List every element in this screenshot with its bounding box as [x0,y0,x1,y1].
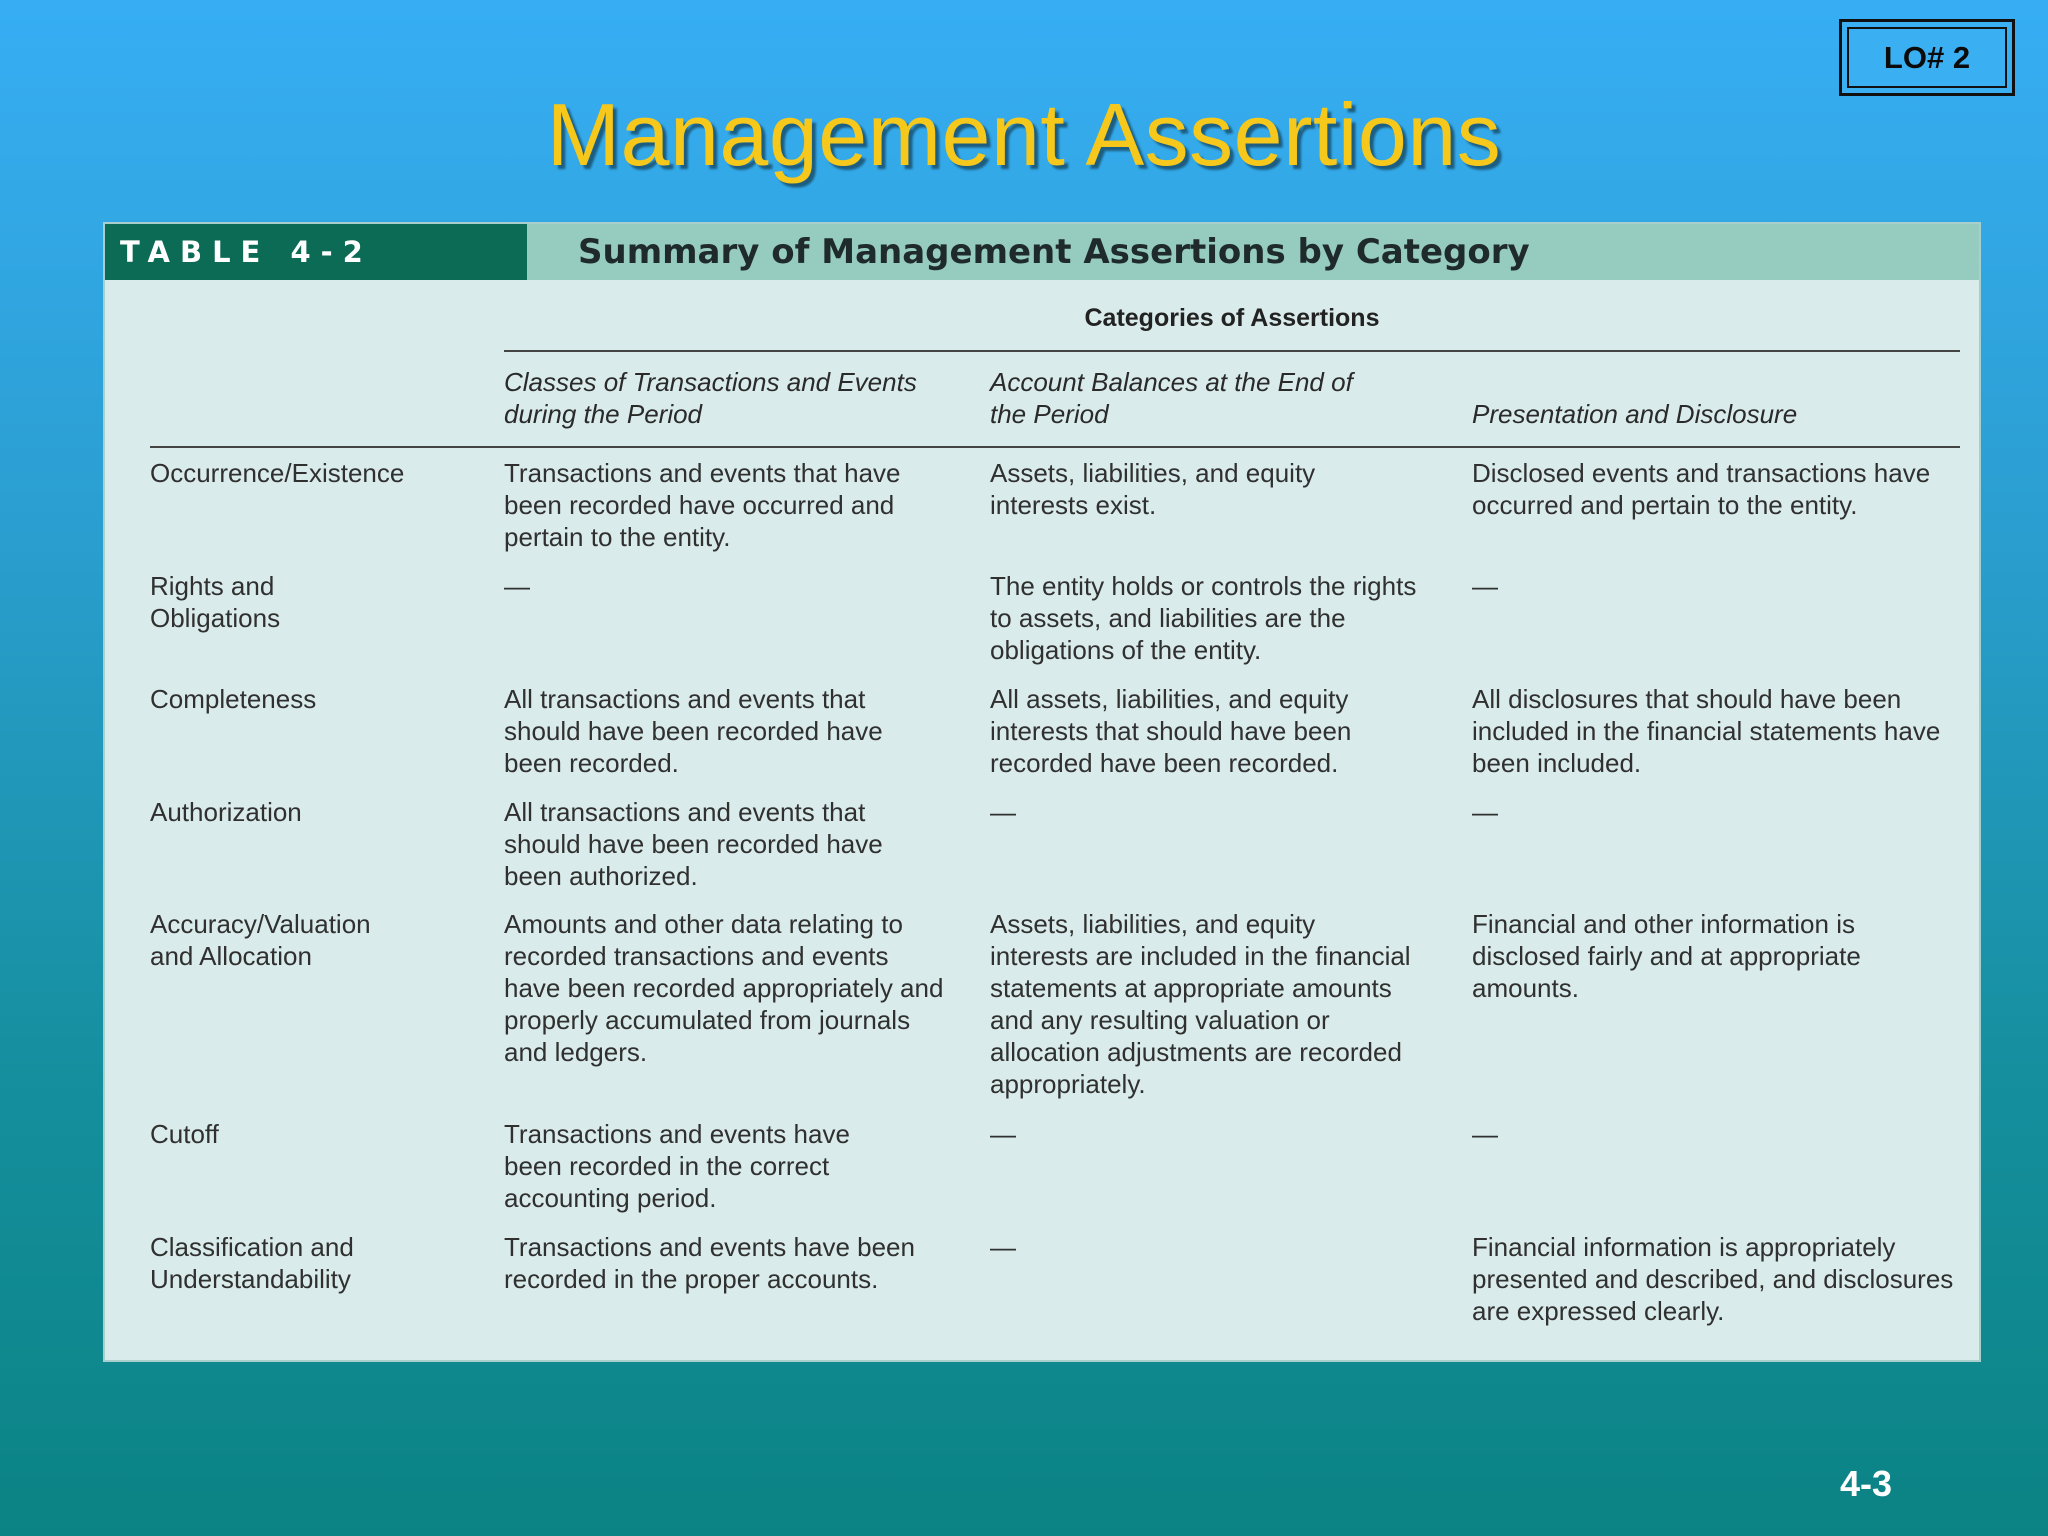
table-cell: Amounts and other data relating to recorded transactions and events have been recorded appropriately and properly accumulated from journals and ledgers. [504,909,944,1067]
row-label-cutoff: Cutoff [150,1119,219,1149]
table-cell: — [990,1119,1016,1149]
column-header-rule [150,446,1960,448]
table-cell: The entity holds or controls the rights to assets, and liabilities are the obligations of the entity. [990,571,1417,665]
row-label-occurrence-existence: Occurrence/Existence [150,458,405,488]
group-header-rule [504,350,1960,352]
column-header-account-balances: Account Balances at the End of the Period [990,367,1353,429]
table-cell: All disclosures that should have been included in the financial statements have been included. [1472,684,1941,778]
table-cell: Transactions and events have been recorded in the correct accounting period. [504,1119,850,1213]
table-cell: Transactions and events that have been recorded have occurred and pertain to the entity. [504,458,901,552]
table-cell: All assets, liabilities, and equity interests that should have been recorded have been recorded. [990,684,1352,778]
row-label-classification: Classification and Understandability [150,1232,354,1294]
table-cell: Transactions and events have been recorded in the proper accounts. [504,1232,915,1294]
row-label-accuracy-valuation: Accuracy/Valuation and Allocation [150,909,371,971]
table-cell: Financial information is appropriately presented and described, and disclosures are expressed clearly. [1472,1232,1954,1326]
table-cell: Assets, liabilities, and equity interests exist. [990,458,1316,520]
row-label-authorization: Authorization [150,797,302,827]
table-cell: — [1472,1119,1498,1149]
slide-title: Management Assertions [546,85,1502,184]
table-cell: — [990,1232,1016,1262]
lo-badge-label: LO# 2 [1847,27,2007,88]
column-header-transactions: Classes of Transactions and Events during the Period [504,367,917,429]
table-cell: Disclosed events and transactions have occurred and pertain to the entity. [1472,458,1931,520]
assertions-table [103,222,1981,1362]
group-header: Categories of Assertions [1084,304,1380,332]
table-cell: All transactions and events that should have been recorded have been recorded. [504,684,883,778]
table-cell: — [1472,571,1498,601]
page-number: 4-3 [1840,1463,1893,1504]
table-cell: Assets, liabilities, and equity interests are included in the financial statements at appropriate amounts and any resulting valuation or allocation adjustments are recorded appropriately. [990,909,1411,1099]
row-label-rights-obligations: Rights and Obligations [150,571,281,633]
table-cell: All transactions and events that should have been recorded have been authorized. [504,797,883,891]
table-caption: Summary of Management Assertions by Category [527,224,1979,280]
row-label-completeness: Completeness [150,684,317,714]
table-cell: — [990,797,1016,827]
table-cell: — [504,571,530,601]
table-cell: Financial and other information is disclosed fairly and at appropriate amounts. [1472,909,1861,1003]
table-header-bar [105,224,1979,280]
table-cell: — [1472,797,1498,827]
column-header-presentation: Presentation and Disclosure [1472,399,1798,429]
table-number: TABLE 4-2 [105,224,527,280]
